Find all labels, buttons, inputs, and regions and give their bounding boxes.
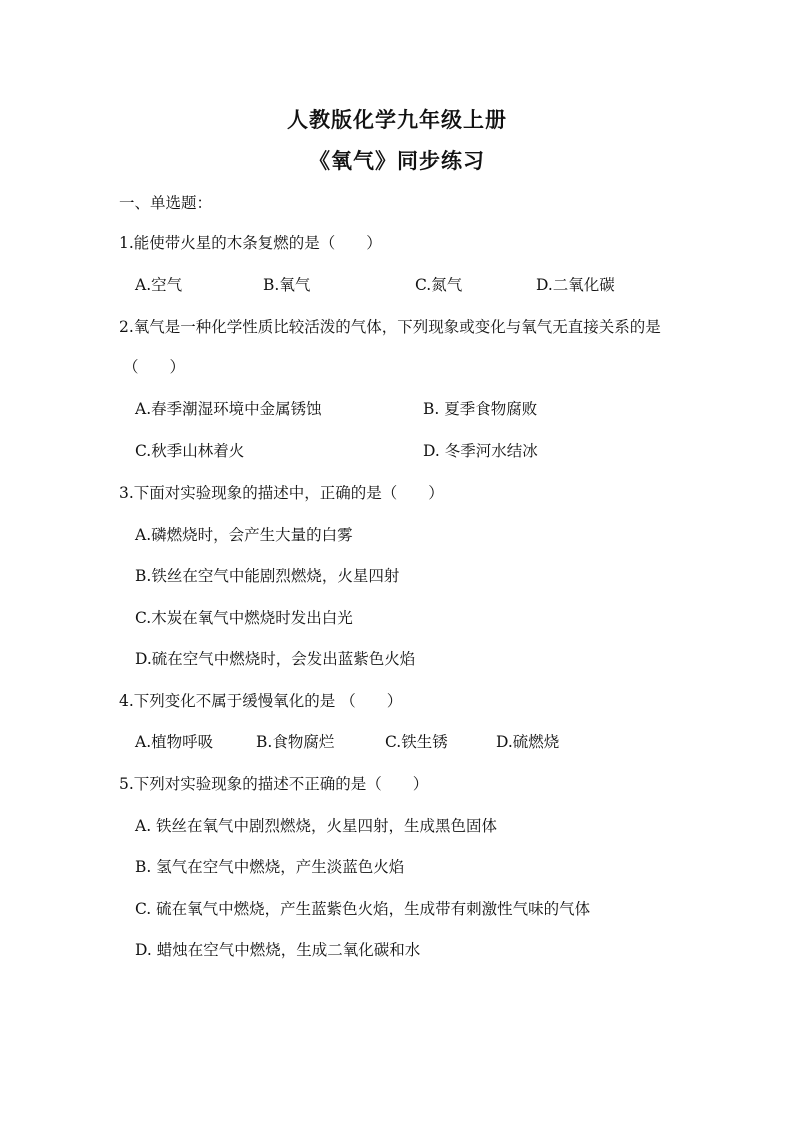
question-3-option-c: C.木炭在氧气中燃烧时发出白光 xyxy=(135,609,353,627)
question-4-stem: 4.下列变化不属于缓慢氧化的是 （ ） xyxy=(119,692,403,710)
question-4-option-d: D.硫燃烧 xyxy=(496,733,560,751)
question-5-option-d: D. 蜡烛在空气中燃烧，生成二氧化碳和水 xyxy=(135,941,421,959)
section-heading: 一、单选题： xyxy=(119,194,213,212)
question-1-option-a: A.空气 xyxy=(135,276,183,294)
question-5-option-a: A. 铁丝在氧气中剧烈燃烧，火星四射，生成黑色固体 xyxy=(135,817,498,835)
question-2-stem-continued: （ ） xyxy=(123,358,186,376)
question-3-option-a: A.磷燃烧时，会产生大量的白雾 xyxy=(135,526,353,544)
question-5-stem: 5.下列对实验现象的描述不正确的是（ ） xyxy=(119,775,429,793)
question-2-stem: 2.氧气是一种化学性质比较活泼的气体，下列现象或变化与氧气无直接关系的是 xyxy=(119,318,661,336)
question-3-stem: 3.下面对实验现象的描述中，正确的是（ ） xyxy=(119,484,444,502)
question-4-option-c: C.铁生锈 xyxy=(385,733,448,751)
question-3-option-d: D.硫在空气中燃烧时，会发出蓝紫色火焰 xyxy=(135,650,416,668)
question-3-option-b: B.铁丝在空气中能剧烈燃烧，火星四射 xyxy=(135,567,400,585)
question-1-option-c: C.氮气 xyxy=(415,276,463,294)
question-1-option-d: D.二氧化碳 xyxy=(536,276,615,294)
document-title: 人教版化学九年级上册 xyxy=(287,107,507,132)
question-4-option-a: A.植物呼吸 xyxy=(135,733,214,751)
question-1-option-b: B.氧气 xyxy=(263,276,311,294)
question-5-option-b: B. 氢气在空气中燃烧，产生淡蓝色火焰 xyxy=(135,858,405,876)
document-subtitle: 《氧气》同步练习 xyxy=(309,148,485,173)
question-2-option-b: B. 夏季食物腐败 xyxy=(423,400,538,418)
question-2-option-c: C.秋季山林着火 xyxy=(135,442,245,460)
question-1-stem: 1.能使带火星的木条复燃的是（ ） xyxy=(119,234,382,252)
question-5-option-c: C. 硫在氧气中燃烧，产生蓝紫色火焰，生成带有刺激性气味的气体 xyxy=(135,900,591,918)
question-2-option-d: D. 冬季河水结冰 xyxy=(423,442,538,460)
question-2-option-a: A.春季潮湿环境中金属锈蚀 xyxy=(135,400,322,418)
question-4-option-b: B.食物腐烂 xyxy=(256,733,335,751)
